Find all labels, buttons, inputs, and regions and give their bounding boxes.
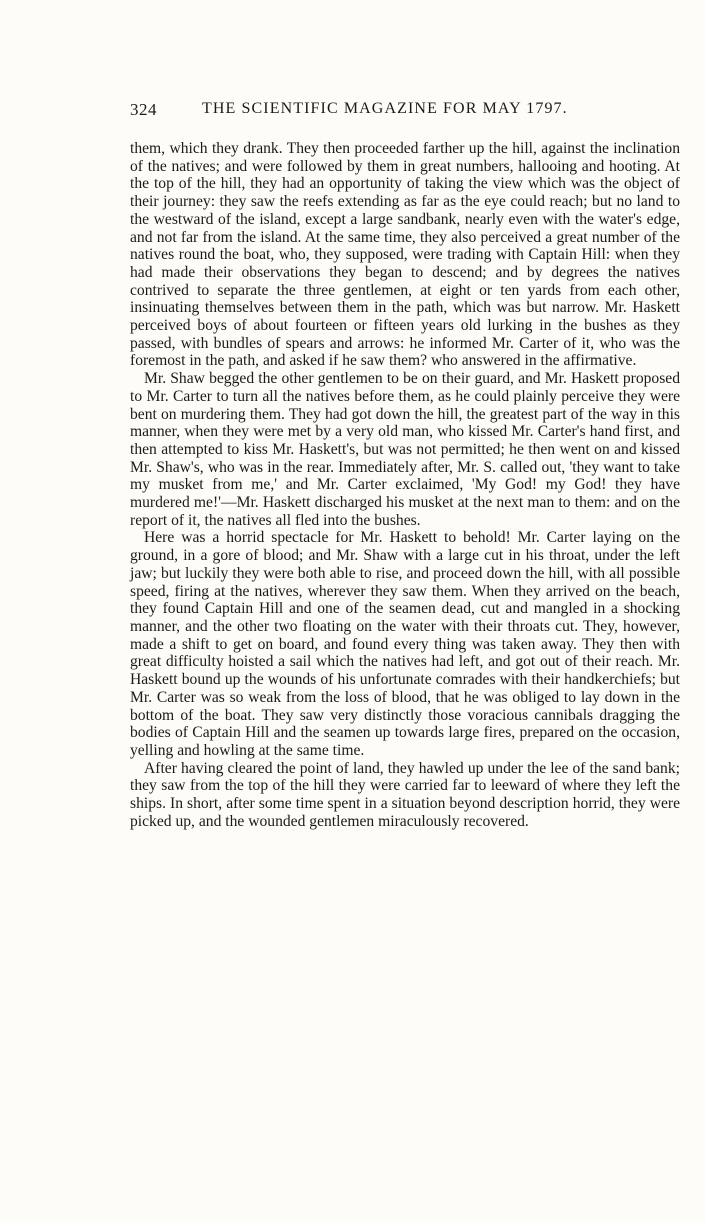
paragraph-3: Here was a horrid spectacle for Mr. Haskett to behold! Mr. Carter laying on the ground, in a gore of blood; and Mr. Shaw with a large cut in his throat, under the left jaw; but luckily they were both able to rise, and proceed down the hill, with all possible speed, firing at the natives, wherever they saw them. When they arrived on the beach, they found Captain Hill and one of the seamen dead, cut and mangled in a shocking manner, and the other two floating on the water with their throats cut. They, however, made a shift to get on board, and found every thing was taken away. They then with great difficulty hoisted a sail which the natives had left, and got out of their reach. Mr. Haskett bound up the wounds of his unfortunate comrades with their handkerchiefs; but Mr. Carter was so weak from the loss of blood, that he was obliged to lay down in the bottom of the boat. They saw very distinctly those voracious cannibals dragging the bodies of Captain Hill and the seamen up towards large fires, prepared on the occasion, yelling and howling at the same time. (130, 529, 680, 759)
page-header (130, 98, 680, 124)
paragraph-2: Mr. Shaw begged the other gentlemen to be on their guard, and Mr. Haskett proposed to Mr. Carter to turn all the natives before them, as he could plainly perceive they were bent on murdering them. They had got down the hill, the greatest part of the way in this manner, when they were met by a very old man, who kissed Mr. Carter's hand first, and then attempted to kiss Mr. Haskett's, but was not permitted; he then went on and kissed Mr. Shaw's, who was in the rear. Immediately after, Mr. S. called out, 'they want to take my musket from me,' and Mr. Carter exclaimed, 'My God! my God! they have murdered me!'—Mr. Haskett discharged his musket at the next man to them: and on the report of it, the natives all fled into the bushes. (130, 370, 680, 529)
paragraph-1: them, which they drank. They then proceeded farther up the hill, against the inclination of the natives; and were followed by them in great numbers, hallooing and hooting. At the top of the hill, they had an opportunity of taking the view which was the object of their journey: they saw the reefs extending as far as the eye could reach; but no land to the westward of the island, except a large sandbank, nearly even with the water's edge, and not far from the island. At the same time, they also perceived a great number of the natives round the boat, who, they supposed, were trading with Captain Hill: when they had made their observations they began to descend; and by degrees the natives contrived to separate the three gentlemen, at eight or ten yards from each other, insinuating themselves between them in the path, which was but narrow. Mr. Haskett perceived boys of about fourteen or fifteen years old lurking in the bushes as they passed, with bundles of spears and arrows: he informed Mr. Carter of it, who was the foremost in the path, and asked if he saw them? who answered in the affirmative. (130, 140, 680, 370)
article-body (130, 140, 680, 830)
page-number: 324 (130, 100, 157, 119)
paragraph-4: After having cleared the point of land, they hawled up under the lee of the sand bank; they saw from the top of the hill they were carried far to leeward of where they left the ships. In short, after some time spent in a situation beyond description horrid, they were picked up, and the wounded gentlemen miraculously recovered. (130, 759, 680, 830)
running-title: THE SCIENTIFIC MAGAZINE FOR MAY 1797. (202, 100, 568, 117)
